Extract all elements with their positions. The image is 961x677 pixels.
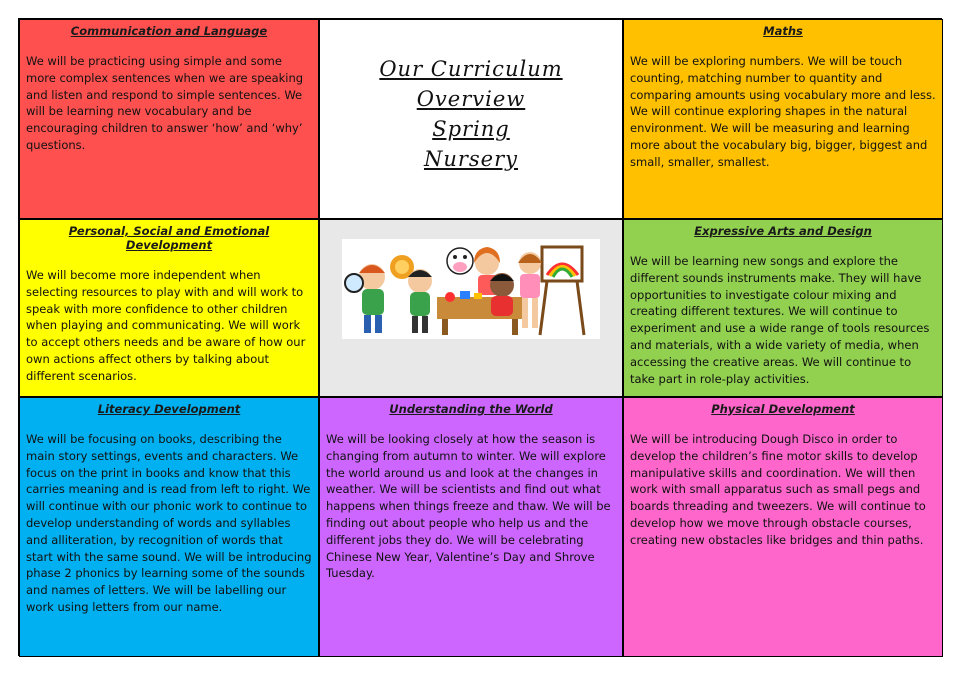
title-line-1: Our Curriculum <box>379 57 563 81</box>
maths-section <box>623 19 943 219</box>
maths-body: We will be exploring numbers. We will be touch counting, matching number to quantity and comparing amounts using vocabulary more and less. We will continue exploring shapes in the natural environment. We will be measuring and learning more about the vocabulary big, bigger, biggest and small, smaller, smallest. <box>630 54 936 169</box>
world-body: We will be looking closely at how the season is changing from autumn to winter. We will explore the world around us and look at the changes in weather. We will be scientists and find out what happens when things freeze and thaw. We will be finding out about people who help us and the different jobs they do. We will be celebrating Chinese New Year, Valentine’s Day and Shrove Tuesday. <box>326 432 611 581</box>
expressive-section <box>623 219 943 397</box>
expressive-body: We will be learning new songs and explore the different sounds instruments make. They will have opportunities to investigate colour mixing and creating different textures. We will continue to experiment and use a wide range of tools resources and materials, with a wide variety of media, when accessing the creative areas. We will continue to take part in role-play activities. <box>630 254 930 386</box>
world-heading: Understanding the World <box>389 402 553 416</box>
literacy-section <box>19 397 319 657</box>
maths-heading: Maths <box>763 24 803 38</box>
children-clipart-image <box>342 239 600 339</box>
psed-heading: Personal, Social and Emotional Development <box>68 224 270 252</box>
clipart-section <box>319 219 623 397</box>
world-section <box>319 397 623 657</box>
title-line-3: Spring <box>432 117 510 141</box>
physical-heading: Physical Development <box>711 402 855 416</box>
literacy-body: We will be focusing on books, describing the main story settings, events and characters. We focus on the print in books and know that this carries meaning and is read from left to right. We will continue with our phonic work to continue to develop understanding of words and syllables and alliteration, by recognition of words that start with the same sound. We will be introducing phase 2 phonics by learning some of the sounds and names of letters. We will be labelling our work using letters from our name. <box>26 432 312 614</box>
literacy-heading: Literacy Development <box>97 402 241 416</box>
communication-section <box>19 19 319 219</box>
title-line-2: Overview <box>416 87 526 111</box>
title-section <box>319 19 623 219</box>
physical-body: We will be introducing Dough Disco in order to develop the children’s fine motor skills to develop manipulative skills and coordination. We will then work with small apparatus such as small pegs and boards threading and tweezers. We will continue to develop how we move through obstacle courses, creating new obstacles like bridges and thin paths. <box>630 432 926 547</box>
curriculum-grid <box>18 18 942 656</box>
physical-section <box>623 397 943 657</box>
title-line-4: Nursery <box>423 147 519 171</box>
psed-section <box>19 219 319 397</box>
communication-body: We will be practicing using simple and some more complex sentences when we are speaking and listen and respond to simple sentences. We will be learning new vocabulary and be encouraging children to answer ‘how’ and ‘why’ questions. <box>26 54 304 152</box>
expressive-heading: Expressive Arts and Design <box>694 224 872 238</box>
page-title <box>379 54 562 174</box>
communication-heading: Communication and Language <box>70 24 268 38</box>
psed-body: We will become more independent when selecting resources to play with and will work to speak with more confidence to other children when playing and communicating. We will work to accept others needs and be aware of how our own actions affect others by talking about different scenarios. <box>26 268 306 383</box>
